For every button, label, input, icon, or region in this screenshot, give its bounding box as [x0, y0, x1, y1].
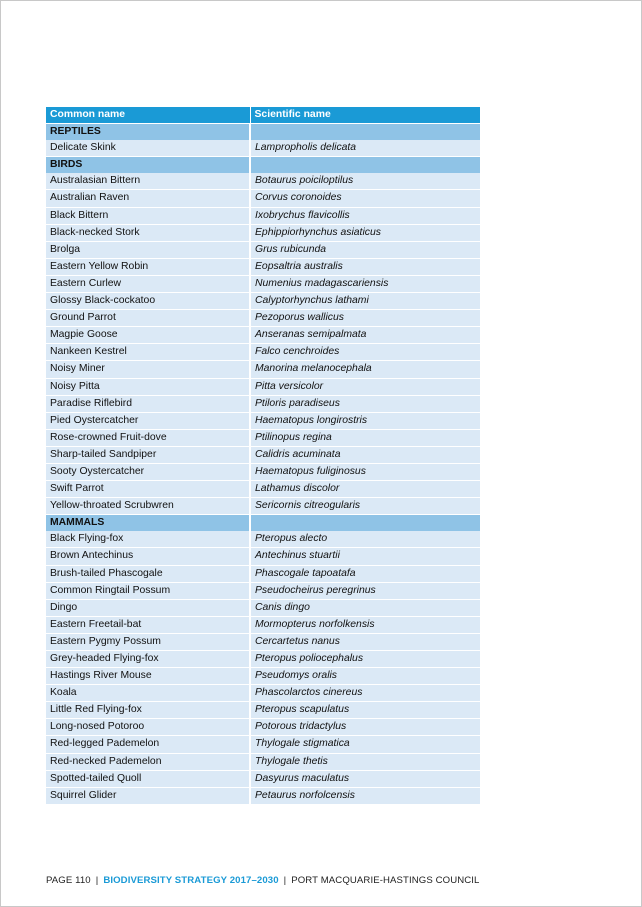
table-row	[46, 463, 480, 480]
common-name-cell: Nankeen Kestrel	[46, 344, 250, 361]
scientific-name-cell: Lathamus discolor	[250, 481, 480, 498]
scientific-name-cell: Corvus coronoides	[250, 190, 480, 207]
common-name-cell: Koala	[46, 685, 250, 702]
document-title: BIODIVERSITY STRATEGY 2017–2030	[103, 875, 279, 886]
scientific-name-cell: Ephippiorhynchus asiaticus	[250, 224, 480, 241]
common-name-cell: Australian Raven	[46, 190, 250, 207]
scientific-name-cell: Calyptorhynchus lathami	[250, 293, 480, 310]
table-row	[46, 770, 480, 787]
table-row	[46, 395, 480, 412]
common-name-cell: Rose-crowned Fruit-dove	[46, 429, 250, 446]
group-label: REPTILES	[46, 124, 250, 141]
common-name-cell: Eastern Freetail-bat	[46, 616, 250, 633]
header-common-name: Common name	[46, 107, 250, 124]
common-name-cell: Brolga	[46, 241, 250, 258]
common-name-cell: Noisy Pitta	[46, 378, 250, 395]
scientific-name-cell: Numenius madagascariensis	[250, 275, 480, 292]
common-name-cell: Australasian Bittern	[46, 173, 250, 190]
scientific-name-cell: Canis dingo	[250, 599, 480, 616]
table-row	[46, 481, 480, 498]
scientific-name-cell: Haematopus longirostris	[250, 412, 480, 429]
common-name-cell: Black Flying-fox	[46, 531, 250, 548]
table-row	[46, 651, 480, 668]
common-name-cell: Black-necked Stork	[46, 224, 250, 241]
group-empty-cell	[250, 157, 480, 174]
scientific-name-cell: Antechinus stuartii	[250, 548, 480, 565]
table-row	[46, 736, 480, 753]
scientific-name-cell: Mormopterus norfolkensis	[250, 616, 480, 633]
table-row	[46, 616, 480, 633]
scientific-name-cell: Manorina melanocephala	[250, 361, 480, 378]
table-row	[46, 190, 480, 207]
table-row	[46, 633, 480, 650]
scientific-name-cell: Ptilinopus regina	[250, 429, 480, 446]
page-footer	[46, 875, 479, 886]
scientific-name-cell: Pitta versicolor	[250, 378, 480, 395]
common-name-cell: Paradise Riflebird	[46, 395, 250, 412]
scientific-name-cell: Dasyurus maculatus	[250, 770, 480, 787]
group-row-mammals	[46, 515, 480, 532]
table-row	[46, 753, 480, 770]
table-row	[46, 498, 480, 515]
common-name-cell: Eastern Pygmy Possum	[46, 633, 250, 650]
scientific-name-cell: Eopsaltria australis	[250, 258, 480, 275]
table-row	[46, 429, 480, 446]
table-row	[46, 310, 480, 327]
table-row	[46, 685, 480, 702]
common-name-cell: Yellow-throated Scrubwren	[46, 498, 250, 515]
common-name-cell: Red-legged Pademelon	[46, 736, 250, 753]
table-row	[46, 293, 480, 310]
table-row	[46, 787, 480, 804]
scientific-name-cell: Pseudocheirus peregrinus	[250, 582, 480, 599]
common-name-cell: Pied Oystercatcher	[46, 412, 250, 429]
common-name-cell: Swift Parrot	[46, 481, 250, 498]
scientific-name-cell: Thylogale thetis	[250, 753, 480, 770]
scientific-name-cell: Pezoporus wallicus	[250, 310, 480, 327]
scientific-name-cell: Falco cenchroides	[250, 344, 480, 361]
table-row	[46, 599, 480, 616]
scientific-name-cell: Lampropholis delicata	[250, 140, 480, 157]
scientific-name-cell: Sericornis citreogularis	[250, 498, 480, 515]
table-row	[46, 531, 480, 548]
group-row-reptiles	[46, 124, 480, 141]
scientific-name-cell: Grus rubicunda	[250, 241, 480, 258]
table-row	[46, 548, 480, 565]
common-name-cell: Squirrel Glider	[46, 787, 250, 804]
table-row	[46, 582, 480, 599]
common-name-cell: Black Bittern	[46, 207, 250, 224]
organisation-name: PORT MACQUARIE-HASTINGS COUNCIL	[291, 875, 480, 886]
table-row	[46, 224, 480, 241]
scientific-name-cell: Thylogale stigmatica	[250, 736, 480, 753]
table-row	[46, 207, 480, 224]
common-name-cell: Magpie Goose	[46, 327, 250, 344]
scientific-name-cell: Phascolarctos cinereus	[250, 685, 480, 702]
scientific-name-cell: Pteropus scapulatus	[250, 702, 480, 719]
group-empty-cell	[250, 124, 480, 141]
header-scientific-name: Scientific name	[250, 107, 480, 124]
table-row	[46, 565, 480, 582]
scientific-name-cell: Anseranas semipalmata	[250, 327, 480, 344]
common-name-cell: Grey-headed Flying-fox	[46, 651, 250, 668]
table-row	[46, 702, 480, 719]
scientific-name-cell: Pseudomys oralis	[250, 668, 480, 685]
scientific-name-cell: Ptiloris paradiseus	[250, 395, 480, 412]
scientific-name-cell: Pteropus poliocephalus	[250, 651, 480, 668]
species-table	[46, 107, 480, 805]
scientific-name-cell: Phascogale tapoatafa	[250, 565, 480, 582]
common-name-cell: Little Red Flying-fox	[46, 702, 250, 719]
scientific-name-cell: Calidris acuminata	[250, 446, 480, 463]
common-name-cell: Dingo	[46, 599, 250, 616]
table-header-row	[46, 107, 480, 124]
table-row	[46, 412, 480, 429]
common-name-cell: Brown Antechinus	[46, 548, 250, 565]
group-empty-cell	[250, 515, 480, 532]
common-name-cell: Spotted-tailed Quoll	[46, 770, 250, 787]
table-row	[46, 275, 480, 292]
common-name-cell: Glossy Black-cockatoo	[46, 293, 250, 310]
table-row	[46, 344, 480, 361]
table-row	[46, 258, 480, 275]
scientific-name-cell: Petaurus norfolcensis	[250, 787, 480, 804]
common-name-cell: Eastern Yellow Robin	[46, 258, 250, 275]
common-name-cell: Sharp-tailed Sandpiper	[46, 446, 250, 463]
footer-separator: |	[283, 875, 287, 886]
common-name-cell: Eastern Curlew	[46, 275, 250, 292]
group-label: MAMMALS	[46, 515, 250, 532]
table-row	[46, 361, 480, 378]
group-label: BIRDS	[46, 157, 250, 174]
scientific-name-cell: Pteropus alecto	[250, 531, 480, 548]
scientific-name-cell: Botaurus poiciloptilus	[250, 173, 480, 190]
scientific-name-cell: Haematopus fuliginosus	[250, 463, 480, 480]
species-table-body	[46, 124, 480, 805]
common-name-cell: Brush-tailed Phascogale	[46, 565, 250, 582]
scientific-name-cell: Potorous tridactylus	[250, 719, 480, 736]
table-row	[46, 378, 480, 395]
common-name-cell: Sooty Oystercatcher	[46, 463, 250, 480]
common-name-cell: Red-necked Pademelon	[46, 753, 250, 770]
common-name-cell: Long-nosed Potoroo	[46, 719, 250, 736]
table-row	[46, 446, 480, 463]
common-name-cell: Delicate Skink	[46, 140, 250, 157]
table-row	[46, 241, 480, 258]
common-name-cell: Noisy Miner	[46, 361, 250, 378]
group-row-birds	[46, 157, 480, 174]
scientific-name-cell: Ixobrychus flavicollis	[250, 207, 480, 224]
footer-separator: |	[95, 875, 99, 886]
common-name-cell: Hastings River Mouse	[46, 668, 250, 685]
scientific-name-cell: Cercartetus nanus	[250, 633, 480, 650]
common-name-cell: Common Ringtail Possum	[46, 582, 250, 599]
table-row	[46, 668, 480, 685]
table-row	[46, 719, 480, 736]
common-name-cell: Ground Parrot	[46, 310, 250, 327]
table-row	[46, 140, 480, 157]
table-row	[46, 173, 480, 190]
table-row	[46, 327, 480, 344]
page-number: PAGE 110	[46, 875, 91, 886]
